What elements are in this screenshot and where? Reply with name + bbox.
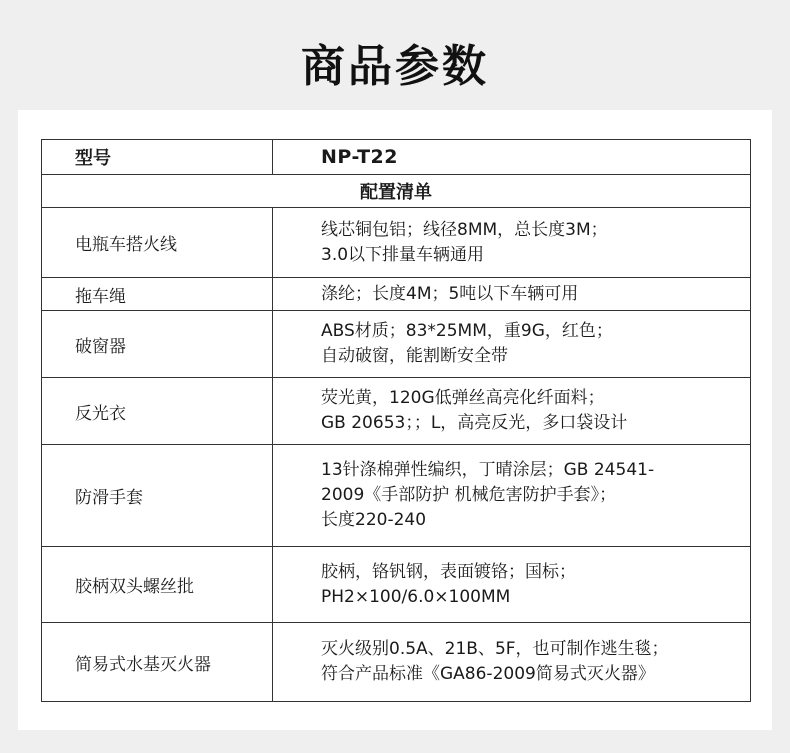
item-spec-line: 13针涤棉弹性编织，丁晴涂层；GB 24541- (321, 460, 655, 480)
spec-table (41, 139, 751, 702)
item-name: 拖车绳 (42, 278, 273, 311)
table-row (42, 445, 751, 547)
item-name: 简易式水基灭火器 (42, 623, 273, 702)
page-title: 商品参数 (301, 41, 489, 92)
model-row (42, 140, 751, 175)
item-spec-line: 胶柄，铬钒钢，表面镀铬；国标； (321, 561, 576, 582)
item-name: 破窗器 (42, 311, 273, 378)
table-row (42, 278, 751, 311)
item-spec-line: ABS材质；83*25MM，重9G，红色； (321, 321, 613, 341)
item-spec-line: 符合产品标准《GA86-2009简易式灭火器》 (321, 664, 655, 684)
item-name: 胶柄双头螺丝批 (42, 547, 273, 623)
section-row (42, 175, 751, 208)
item-spec (273, 547, 751, 623)
table-row (42, 623, 751, 702)
section-title: 配置清单 (42, 175, 751, 208)
item-spec (273, 445, 751, 547)
item-spec-line: 涤纶；长度4M；5吨以下车辆可用 (321, 283, 579, 304)
item-spec-line: 自动破窗，能割断安全带 (321, 346, 508, 366)
item-spec-line: GB 20653；；L，高亮反光，多口袋设计 (321, 413, 628, 433)
item-spec-line: 荧光黄，120G低弹丝高亮化纤面料； (321, 388, 605, 408)
item-spec-line: 2009《手部防护 机械危害防护手套》； (321, 485, 617, 505)
table-row (42, 311, 751, 378)
model-value: NP-T22 (273, 140, 751, 175)
table-row (42, 378, 751, 445)
table-row (42, 547, 751, 623)
model-label: 型号 (42, 140, 273, 175)
item-spec-line: 灭火级别0.5A、21B、5F，也可制作逃生毯； (321, 639, 669, 659)
item-spec-line: 线芯铜包铝；线径8MM，总长度3M； (321, 219, 608, 240)
item-spec (273, 311, 751, 378)
item-spec-line: 3.0以下排量车辆通用 (321, 244, 485, 265)
item-spec (273, 208, 751, 278)
item-spec-line: 长度220-240 (321, 510, 427, 530)
item-spec-line: PH2×100/6.0×100MM (321, 586, 511, 607)
item-spec (273, 378, 751, 445)
table-row (42, 208, 751, 278)
item-name: 防滑手套 (42, 445, 273, 547)
item-name: 电瓶车搭火线 (42, 208, 273, 278)
item-spec (273, 623, 751, 702)
item-spec (273, 278, 751, 311)
item-name: 反光衣 (42, 378, 273, 445)
